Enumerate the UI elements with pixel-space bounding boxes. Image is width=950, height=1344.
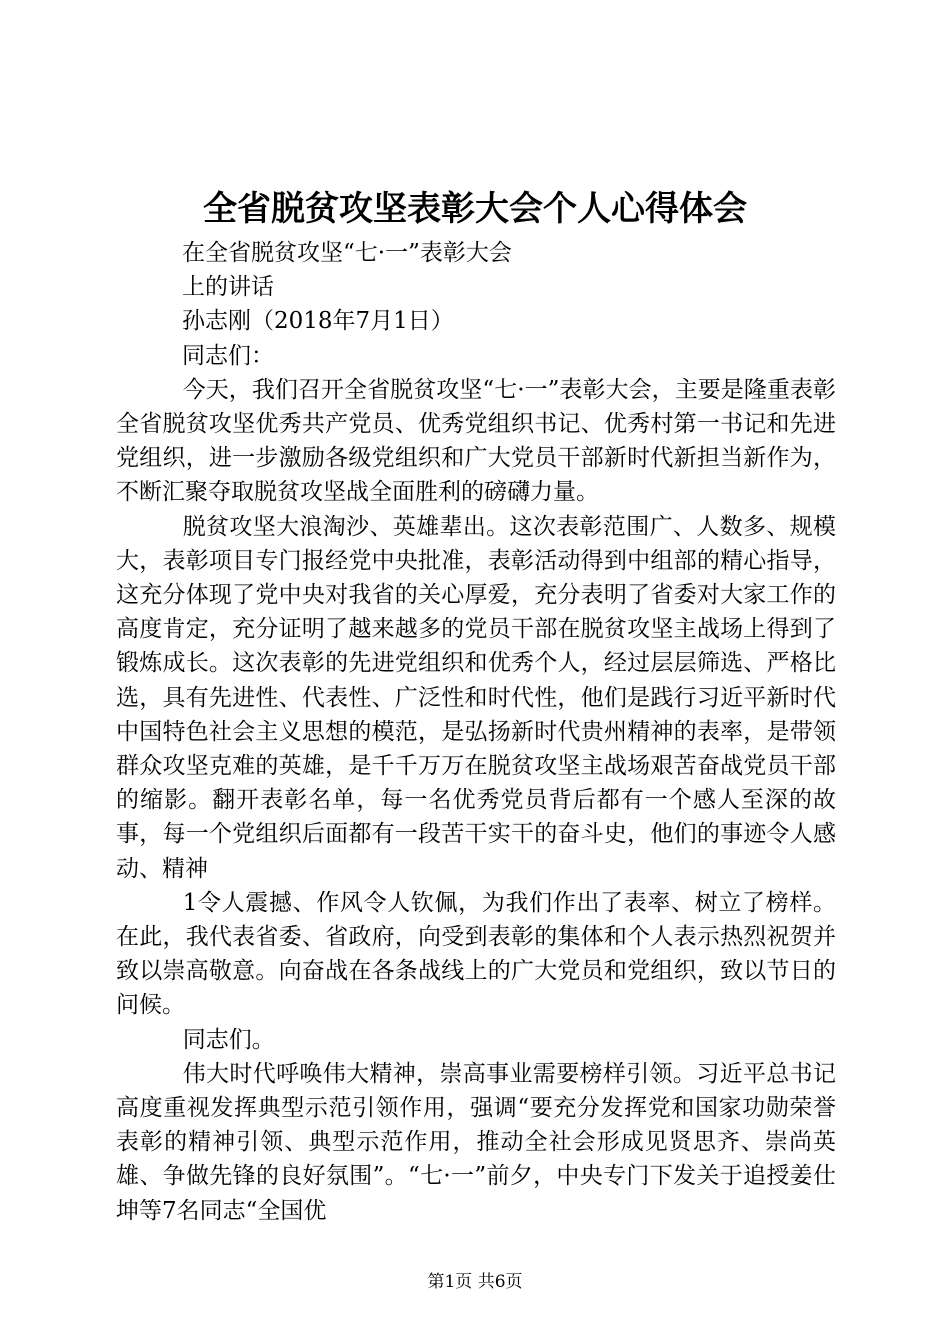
document-body — [116, 236, 836, 1228]
paragraph: 1令人震撼、作风令人钦佩，为我们作出了表率、树立了榜样。在此，我代表省委、省政府，向受到表彰的集体和个人表示热烈祝贺并致以崇高敬意。向奋战在各条战线上的广大党员和党组织，致以节日的问候。 — [116, 889, 836, 1019]
document-title: 全省脱贫攻坚表彰大会个人心得体会 — [203, 189, 747, 229]
heading-line: 孙志刚（2018年7月1日） — [182, 308, 454, 335]
salutation: 同志们： — [182, 342, 274, 369]
paragraph: 今天，我们召开全省脱贫攻坚“七·一”表彰大会，主要是隆重表彰全省脱贫攻坚优秀共产党员、优秀党组织书记、优秀村第一书记和先进党组织，进一步激励各级党组织和广大党员干部新时代新担当新作为，不断汇聚夺取脱贫攻坚战全面胜利的磅礴力量。 — [116, 376, 836, 506]
heading-line: 上的讲话 — [182, 274, 274, 301]
paragraph: 伟大时代呼唤伟大精神，崇高事业需要榜样引领。习近平总书记高度重视发挥典型示范引领作用，强调“要充分发挥党和国家功勋荣誉表彰的精神引领、典型示范作用，推动全社会形成见贤思齐、崇尚英雄、争做先锋的良好氛围”。“七·一”前夕，中央专门下发关于追授姜仕坤等7名同志“全国优 — [116, 1060, 836, 1224]
paragraph: 同志们。 — [182, 1026, 275, 1053]
paragraph: 脱贫攻坚大浪淘沙、英雄辈出。这次表彰范围广、人数多、规模大，表彰项目专门报经党中央批准，表彰活动得到中组部的精心指导，这充分体现了党中央对我省的关心厚爱，充分表明了省委对大家工作的高度肯定，充分证明了越来越多的党员干部在脱贫攻坚主战场上得到了锻炼成长。这次表彰的先进党组织和优秀个人，经过层层筛选、严格比选，具有先进性、代表性、广泛性和时代性，他们是践行习近平新时代中国特色社会主义思想的模范，是弘扬新时代贵州精神的表率，是带领群众攻坚克难的英雄，是千千万万在脱贫攻坚主战场艰苦奋战党员干部的缩影。翻开表彰名单，每一名优秀党员背后都有一个感人至深的故事，每一个党组织后面都有一段苦干实干的奋斗史，他们的事迹令人感动、精神 — [116, 513, 836, 882]
page-number-footer: 第1页 共6页 — [427, 1272, 523, 1292]
heading-line: 在全省脱贫攻坚“七·一”表彰大会 — [182, 240, 512, 266]
